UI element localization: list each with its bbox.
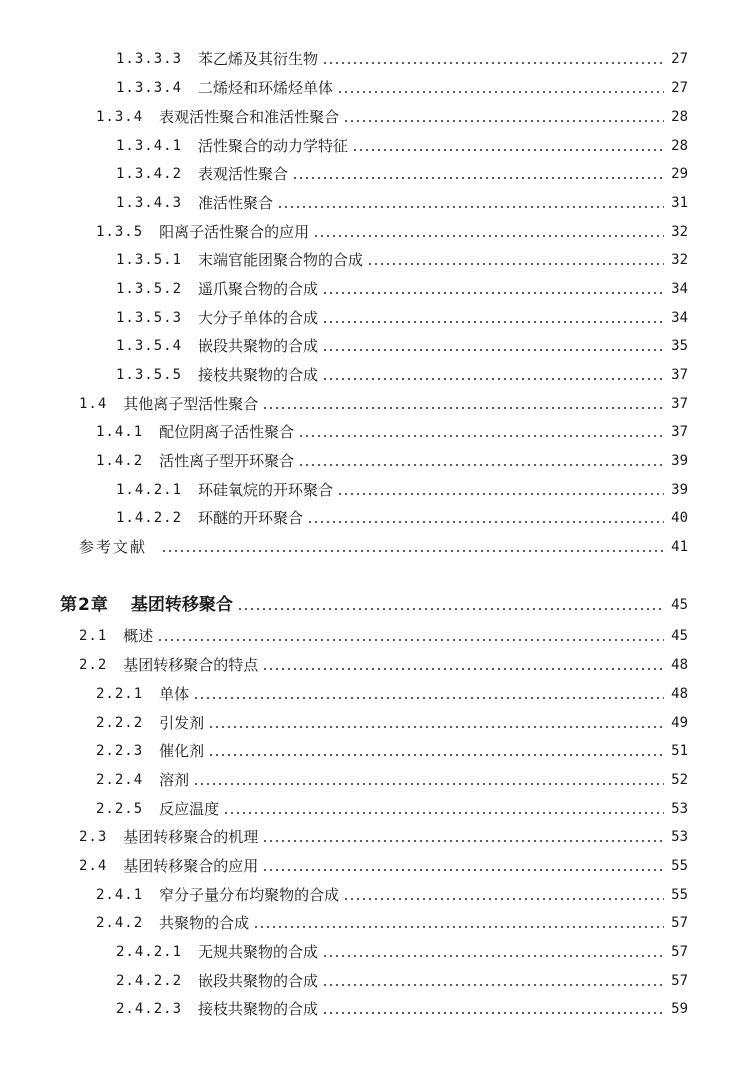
toc-number: 2.4.2.1 — [116, 944, 183, 960]
toc-page-number: 57 — [671, 944, 688, 960]
toc-number: 1.3.4 — [96, 109, 144, 125]
toc-entry — [79, 849, 688, 875]
dot-leader — [262, 668, 664, 670]
toc-entry — [116, 935, 688, 961]
toc-entry — [116, 992, 688, 1018]
toc-title: 反应温度 — [159, 800, 220, 818]
dot-leader — [337, 91, 664, 93]
toc-entry — [79, 648, 688, 674]
toc-page-number: 35 — [671, 338, 688, 354]
toc-page-number: 27 — [671, 80, 688, 96]
toc-entry — [96, 878, 688, 904]
toc-number: 1.4.1 — [96, 424, 144, 440]
toc-entry — [96, 415, 688, 441]
toc-number: 2.2.3 — [96, 743, 144, 759]
toc-entry — [116, 272, 688, 298]
toc-page-number: 55 — [671, 858, 688, 874]
toc-title: 接枝共聚物的合成 — [198, 366, 319, 384]
toc-page-number: 53 — [671, 801, 688, 817]
toc-page-number: 39 — [671, 482, 688, 498]
toc-title: 大分子单体的合成 — [198, 309, 319, 327]
toc-page-number: 34 — [671, 281, 688, 297]
toc-title: 无规共聚物的合成 — [198, 943, 319, 961]
toc-entry — [116, 157, 688, 183]
toc-page-number: 32 — [671, 252, 688, 268]
toc-number: 1.4.2 — [96, 453, 144, 469]
toc-entry — [96, 444, 688, 470]
toc-page-number: 57 — [671, 973, 688, 989]
toc-number: 2.3 — [79, 829, 108, 845]
toc-entry — [96, 734, 688, 760]
toc-number: 2.2.1 — [96, 686, 144, 702]
toc-title: 嵌段共聚物的合成 — [198, 337, 319, 355]
toc-entry — [96, 706, 688, 732]
toc-entry — [116, 243, 688, 269]
toc-entry — [116, 358, 688, 384]
toc-title: 准活性聚合 — [198, 194, 274, 212]
toc-page-number: 37 — [671, 396, 688, 412]
toc-title: 表观活性聚合和准活性聚合 — [159, 108, 340, 126]
toc-number: 2.4 — [79, 858, 108, 874]
dot-leader — [322, 62, 664, 64]
dot-leader — [193, 783, 664, 785]
toc-page-number: 28 — [671, 109, 688, 125]
dot-leader — [313, 235, 664, 237]
dot-leader — [337, 493, 664, 495]
toc-title: 基团转移聚合的应用 — [123, 857, 259, 875]
toc-number: 1.3.5 — [96, 224, 144, 240]
toc-page-number: 31 — [671, 195, 688, 211]
toc-title: 配位阴离子活性聚合 — [159, 423, 295, 441]
toc-number: 1.3.4.2 — [116, 166, 183, 182]
dot-leader — [352, 149, 664, 151]
toc-title: 阳离子活性聚合的应用 — [159, 223, 310, 241]
toc-number: 2.2.5 — [96, 801, 144, 817]
toc-page-number: 37 — [671, 424, 688, 440]
dot-leader — [367, 263, 664, 265]
toc-number: 1.4.2.1 — [116, 482, 183, 498]
toc-entry — [79, 387, 688, 413]
dot-leader — [253, 926, 664, 928]
toc-entry — [96, 792, 688, 818]
dot-leader — [307, 521, 664, 523]
toc-page-number: 45 — [671, 628, 688, 644]
toc-page-number: 29 — [671, 166, 688, 182]
dot-leader — [161, 550, 664, 552]
toc-page-number: 57 — [671, 915, 688, 931]
dot-leader — [322, 984, 664, 986]
chapter-title: 基团转移聚合 — [130, 595, 233, 615]
toc-page-number: 53 — [671, 829, 688, 845]
chapter-number: 第2章 — [60, 595, 109, 615]
toc-number: 1.3.3.3 — [116, 51, 183, 67]
dot-leader — [262, 869, 664, 871]
dot-leader — [322, 321, 664, 323]
toc-number: 2.4.2 — [96, 915, 144, 931]
toc-title: 共聚物的合成 — [159, 914, 250, 932]
toc-number: 1.4 — [79, 396, 108, 412]
toc-number: 1.4.2.2 — [116, 510, 183, 526]
toc-page-number: 49 — [671, 715, 688, 731]
toc-title: 催化剂 — [159, 742, 205, 760]
toc-entry — [96, 906, 688, 932]
toc-entry — [96, 677, 688, 703]
dot-leader — [237, 608, 664, 610]
toc-entry — [116, 473, 688, 499]
toc-title: 接枝共聚物的合成 — [198, 1000, 319, 1018]
dot-leader — [322, 378, 664, 380]
toc-page-number: 55 — [671, 887, 688, 903]
toc-title: 活性离子型开环聚合 — [159, 452, 295, 470]
toc-page-number: 37 — [671, 367, 688, 383]
toc-title: 其他离子型活性聚合 — [123, 395, 259, 413]
toc-entry — [116, 186, 688, 212]
toc-number: 2.2 — [79, 657, 108, 673]
toc-entry — [79, 820, 688, 846]
dot-leader — [208, 726, 664, 728]
dot-leader — [298, 464, 664, 466]
toc-number: 1.3.5.3 — [116, 310, 183, 326]
toc-number: 2.4.2.2 — [116, 973, 183, 989]
toc-page-number: 28 — [671, 138, 688, 154]
toc-entry — [116, 964, 688, 990]
toc-number: 1.3.4.3 — [116, 195, 183, 211]
toc-entry — [116, 42, 688, 68]
toc-entry — [116, 301, 688, 327]
toc-title: 活性聚合的动力学特征 — [198, 137, 349, 155]
toc-number: 1.3.4.1 — [116, 138, 183, 154]
toc-number: 1.3.5.1 — [116, 252, 183, 268]
toc-title: 环醚的开环聚合 — [198, 509, 304, 527]
toc-title: 参考文献 — [79, 538, 148, 556]
dot-leader — [343, 898, 664, 900]
toc-page-number: 34 — [671, 310, 688, 326]
toc-title: 嵌段共聚物的合成 — [198, 972, 319, 990]
toc-title: 基团转移聚合的机理 — [123, 828, 259, 846]
toc-title: 二烯烃和环烯烃单体 — [198, 79, 334, 97]
toc-entry — [116, 329, 688, 355]
toc-entry — [96, 763, 688, 789]
toc-number: 2.1 — [79, 628, 108, 644]
toc-page-number: 52 — [671, 772, 688, 788]
toc-number: 1.3.5.5 — [116, 367, 183, 383]
toc-page-number: 51 — [671, 743, 688, 759]
toc-page-number: 39 — [671, 453, 688, 469]
toc-title: 引发剂 — [159, 714, 205, 732]
dot-leader — [298, 435, 664, 437]
toc-number: 2.4.2.3 — [116, 1001, 183, 1017]
dot-leader — [322, 349, 664, 351]
toc-title: 苯乙烯及其衍生物 — [198, 50, 319, 68]
toc-title: 基团转移聚合的特点 — [123, 656, 259, 674]
toc-entry — [96, 100, 688, 126]
dot-leader — [292, 177, 664, 179]
toc-title: 单体 — [159, 685, 190, 703]
toc-page-number: 48 — [671, 657, 688, 673]
toc-number: 1.3.3.4 — [116, 80, 183, 96]
toc-title: 末端官能团聚合物的合成 — [198, 251, 364, 269]
toc-page-number: 41 — [671, 539, 688, 555]
dot-leader — [322, 292, 664, 294]
toc-number: 1.3.5.4 — [116, 338, 183, 354]
toc-entry — [96, 215, 688, 241]
toc-chapter-heading — [60, 588, 688, 614]
toc-number: 2.2.2 — [96, 715, 144, 731]
dot-leader — [262, 840, 664, 842]
dot-leader — [157, 639, 664, 641]
dot-leader — [343, 120, 664, 122]
toc-title: 窄分子量分布均聚物的合成 — [159, 886, 340, 904]
dot-leader — [223, 812, 664, 814]
toc-entry — [116, 129, 688, 155]
toc-title: 表观活性聚合 — [198, 165, 289, 183]
toc-page-number: 45 — [671, 597, 688, 613]
dot-leader — [193, 697, 664, 699]
dot-leader — [262, 407, 664, 409]
dot-leader — [208, 754, 664, 756]
toc-entry-references — [79, 530, 688, 556]
toc-page-number: 27 — [671, 51, 688, 67]
toc-title: 遥爪聚合物的合成 — [198, 280, 319, 298]
toc-entry — [116, 501, 688, 527]
toc-page-number: 40 — [671, 510, 688, 526]
toc-page-number: 32 — [671, 224, 688, 240]
toc-number: 2.4.1 — [96, 887, 144, 903]
toc-page-number: 59 — [671, 1001, 688, 1017]
toc-title: 环硅氧烷的开环聚合 — [198, 481, 334, 499]
dot-leader — [322, 1012, 664, 1014]
dot-leader — [322, 955, 664, 957]
toc-title: 溶剂 — [159, 771, 190, 789]
toc-entry — [116, 71, 688, 97]
toc-page-number: 48 — [671, 686, 688, 702]
toc-entry — [79, 619, 688, 645]
toc-number: 1.3.5.2 — [116, 281, 183, 297]
toc-number: 2.2.4 — [96, 772, 144, 788]
toc-title: 概述 — [123, 627, 154, 645]
dot-leader — [277, 206, 664, 208]
